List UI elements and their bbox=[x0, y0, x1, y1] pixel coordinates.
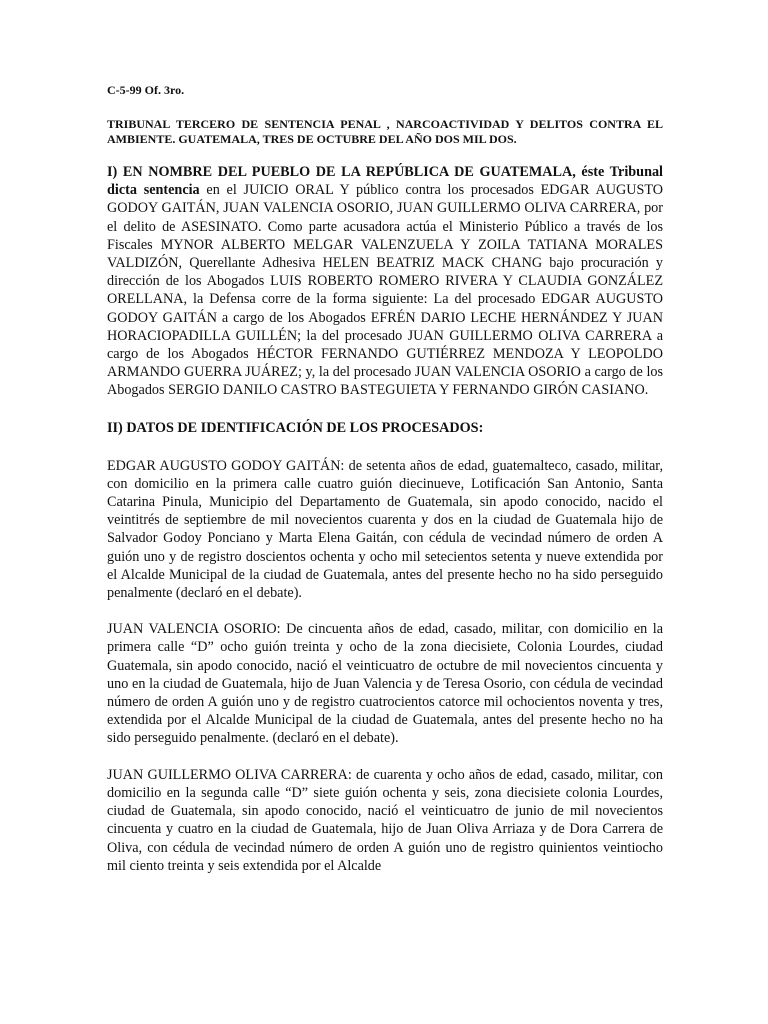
court-header: TRIBUNAL TERCERO DE SENTENCIA PENAL , NARCOACTIVIDAD Y DELITOS CONTRA EL AMBIENTE. GUATEMALA, TRES DE OCTUBRE DEL AÑO DOS MIL DOS. bbox=[107, 117, 663, 146]
section-1-text: en el JUICIO ORAL Y público contra los procesados EDGAR AUGUSTO GODOY GAITÁN, JUAN VALENCIA OSORIO, JUAN GUILLERMO OLIVA CARRERA, por el delito de ASESINATO. Como parte acusadora actúa el Ministerio Público a través de los Fiscales MYNOR ALBERTO MELGAR VALENZUELA Y ZOILA TATIANA MORALES VALDIZÓN, Querellante Adhesiva HELEN BEATRIZ MACK CHANG bajo procuración y dirección de los Abogados LUIS ROBERTO ROMERO RIVERA Y CLAUDIA GONZÁLEZ ORELLANA, la Defensa corre de la forma siguiente: La del procesado EDGAR AUGUSTO GODOY GAITÁN a cargo de los Abogados EFRÉN DARIO LECHE HERNÁNDEZ Y JUAN HORACIOPADILLA GUILLÉN; la del procesado JUAN GUILLERMO OLIVA CARRERA a cargo de los Abogados HÉCTOR FERNANDO GUTIÉRREZ MENDOZA Y LEOPOLDO ARMANDO GUERRA JUÁREZ; y, la del procesado JUAN VALENCIA OSORIO a cargo de los Abogados SERGIO DANILO CASTRO BASTEGUIETA Y FERNANDO GIRÓN CASIANO. bbox=[107, 182, 663, 399]
document-body bbox=[107, 83, 663, 875]
section-1-paragraph bbox=[107, 163, 663, 400]
section-1-bold-intro: I) EN NOMBRE DEL PUEBLO DE LA REPÚBLICA DE GUATEMALA, éste Tribunal dicta sentencia bbox=[107, 164, 663, 199]
defendant-paragraph-valencia: JUAN VALENCIA OSORIO: De cincuenta años de edad, casado, militar, con domicilio en la primera calle “D” ocho guión treinta y ocho de la zona diecisiete, Colonia Lourdes, ciudad Guatemala, sin apodo conocido, nació el veinticuatro de octubre de mil novecientos cincuenta y uno en la ciudad de Guatemala, hijo de Juan Valencia y de Teresa Osorio, con cédula de vecindad número de orden A guión uno y de registro cuatrocientos catorce mil ochocientos noventa y tres, extendida por el Alcalde Municipal de la ciudad de Guatemala, antes del presente hecho no ha sido perseguido penalmente. (declaró en el debate). bbox=[107, 621, 663, 747]
section-2-heading: II) DATOS DE IDENTIFICACIÓN DE LOS PROCESADOS: bbox=[107, 419, 484, 436]
defendant-paragraph-godoy: EDGAR AUGUSTO GODOY GAITÁN: de setenta años de edad, guatemalteco, casado, militar, con domicilio en la primera calle cuatro guión diecinueve, Lotificación San Antonio, Santa Catarina Pinula, Municipio del Departamento de Guatemala, sin apodo conocido, nacido el veintitrés de septiembre de mil novecientos cuarenta y dos en la ciudad de Guatemala hijo de Salvador Godoy Ponciano y Marta Elena Gaitán, con cédula de vecindad número de orden A guión uno y de registro doscientos ochenta y ocho mil setecientos setenta y nueve extendida por el Alcalde Municipal de la ciudad de Guatemala, antes del presente hecho no ha sido perseguido penalmente (declaró en el debate). bbox=[107, 457, 663, 602]
case-reference: C-5-99 Of. 3ro. bbox=[107, 83, 185, 97]
defendant-paragraph-oliva: JUAN GUILLERMO OLIVA CARRERA: de cuarenta y ocho años de edad, casado, militar, con domicilio en la segunda calle “D” siete guión ochenta y seis, zona diecisiete colonia Lourdes, ciudad de Guatemala, sin apodo conocido, nació el veinticuatro de junio de mil novecientos cincuenta y cuatro en la ciudad de Guatemala, hijo de Juan Oliva Arriaza y de Dora Carrera de Oliva, con cédula de vecindad número de orden A guión uno de registro quinientos veintiocho mil ciento treinta y seis extendida por el Alcalde bbox=[107, 766, 663, 874]
